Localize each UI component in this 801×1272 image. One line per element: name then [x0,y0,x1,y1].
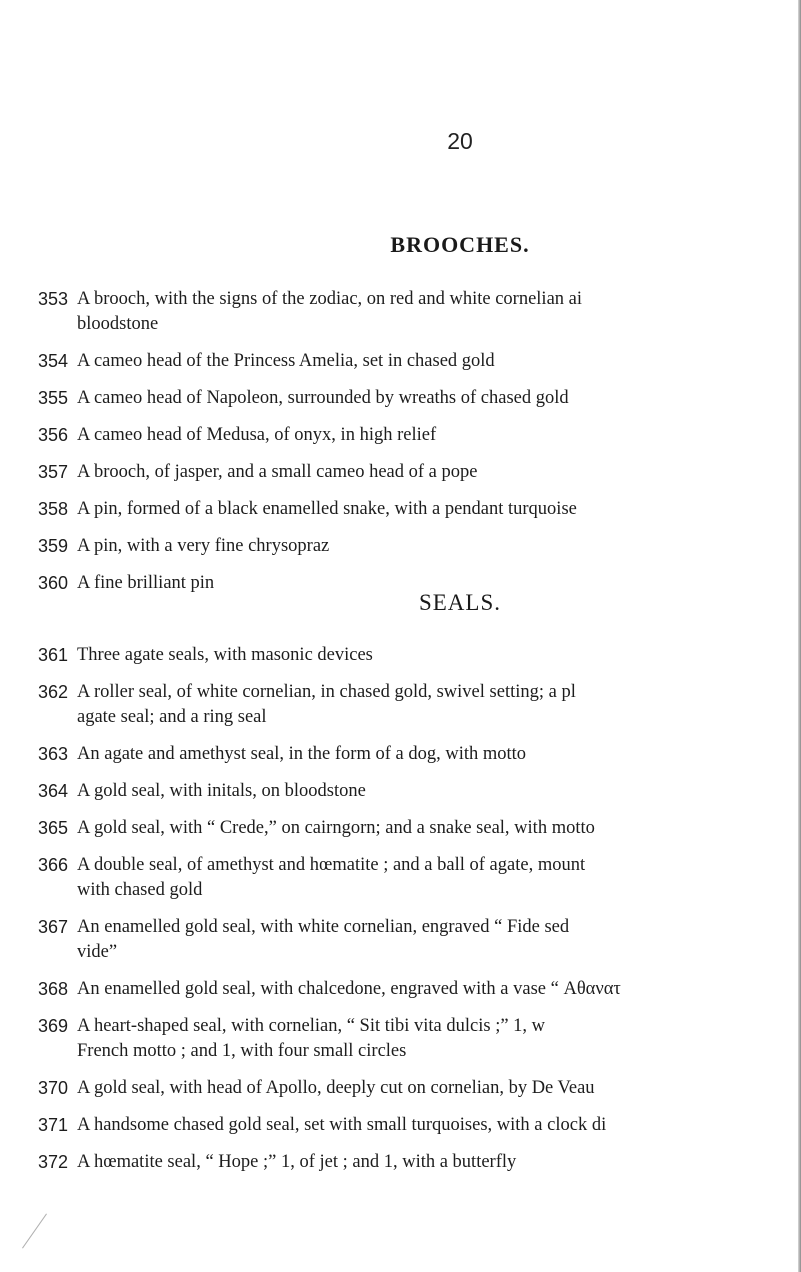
catalogue-entry [38,1113,801,1138]
page-number: 20 [447,128,473,154]
entry-text-line: An enamelled gold seal, with white cornelian, engraved “ Fide sed [77,917,570,937]
entry-number: 366 [38,855,69,875]
entry-text-line: French motto ; and 1, with four small circles [77,1041,407,1061]
entry-number: 357 [38,462,69,482]
entry-text-line: with chased gold [77,880,203,900]
entry-text-line: A brooch, of jasper, and a small cameo head of a pope [77,462,478,482]
entry-number: 367 [38,917,69,937]
brooches-list [38,287,801,608]
entry-number: 364 [38,781,69,801]
entry-text-line: A heart-shaped seal, with cornelian, “ Sit tibi vita dulcis ;” 1, w [77,1016,546,1036]
entry-text-line: Three agate seals, with masonic devices [77,645,373,665]
entry-number: 353 [38,289,69,309]
entry-text-line: A double seal, of amethyst and hœmatite ; and a ball of agate, mount [77,855,586,875]
entry-text-line: agate seal; and a ring seal [77,707,267,727]
entry-text-line: vide” [77,942,118,962]
catalogue-entry [38,1150,801,1175]
entry-number: 368 [38,979,69,999]
seals-list [38,643,801,1187]
entry-number: 369 [38,1016,69,1036]
catalogue-entry [38,386,801,411]
catalogue-entry [38,1014,801,1064]
entry-number: 356 [38,425,69,445]
catalogue-entry [38,460,801,485]
entry-text-line: A cameo head of the Princess Amelia, set in chased gold [77,351,495,371]
catalogue-entry [38,534,801,559]
entry-text-line: A gold seal, with head of Apollo, deeply cut on cornelian, by De Veau [77,1078,595,1098]
entry-number: 359 [38,536,69,556]
catalogue-entry [38,1076,801,1101]
catalogue-entry [38,497,801,522]
entry-number: 361 [38,645,69,665]
catalogue-entry [38,779,801,804]
catalogue-entry [38,287,801,337]
entry-number: 362 [38,682,69,702]
entry-number: 370 [38,1078,69,1098]
entry-text-line: An enamelled gold seal, with chalcedone, engraved with a vase “ Αθανατ [77,979,621,999]
entry-number: 363 [38,744,69,764]
catalogue-entry [38,742,801,767]
entry-text-line: A brooch, with the signs of the zodiac, on red and white cornelian ai [77,289,583,309]
section-heading-seals: SEALS. [418,590,502,615]
catalogue-entry [38,915,801,965]
entry-number: 360 [38,573,69,593]
pencil-mark [22,1214,47,1249]
entry-text-line: A gold seal, with “ Crede,” on cairngorn; and a snake seal, with motto [77,818,595,838]
entry-number: 371 [38,1115,69,1135]
catalogue-entry [38,680,801,730]
entry-text-line: A gold seal, with initals, on bloodstone [77,781,366,801]
entry-text-line: A fine brilliant pin [77,573,215,593]
entry-number: 372 [38,1152,69,1172]
entry-text-line: A hœmatite seal, “ Hope ;” 1, of jet ; and 1, with a butterfly [77,1152,517,1172]
catalogue-entry [38,643,801,668]
entry-number: 354 [38,351,69,371]
entry-number: 365 [38,818,69,838]
catalogue-entry [38,853,801,903]
entry-number: 358 [38,499,69,519]
section-heading-brooches: BROOCHES. [390,232,530,257]
entry-text-line: bloodstone [77,314,159,334]
entry-number: 355 [38,388,69,408]
entry-text-line: A pin, with a very fine chrysopraz [77,536,330,556]
catalogue-entry [38,423,801,448]
entry-text-line: An agate and amethyst seal, in the form of a dog, with motto [77,744,527,764]
entry-text-line: A cameo head of Medusa, of onyx, in high relief [77,425,437,445]
entry-text-line: A handsome chased gold seal, set with small turquoises, with a clock di [77,1115,607,1135]
entry-text-line: A pin, formed of a black enamelled snake, with a pendant turquoise [77,499,577,519]
entry-text-line: A cameo head of Napoleon, surrounded by wreaths of chased gold [77,388,569,408]
entry-text-line: A roller seal, of white cornelian, in chased gold, swivel setting; a pl [77,682,576,702]
catalogue-entry [38,349,801,374]
catalogue-entry [38,816,801,841]
catalogue-entry [38,977,801,1002]
